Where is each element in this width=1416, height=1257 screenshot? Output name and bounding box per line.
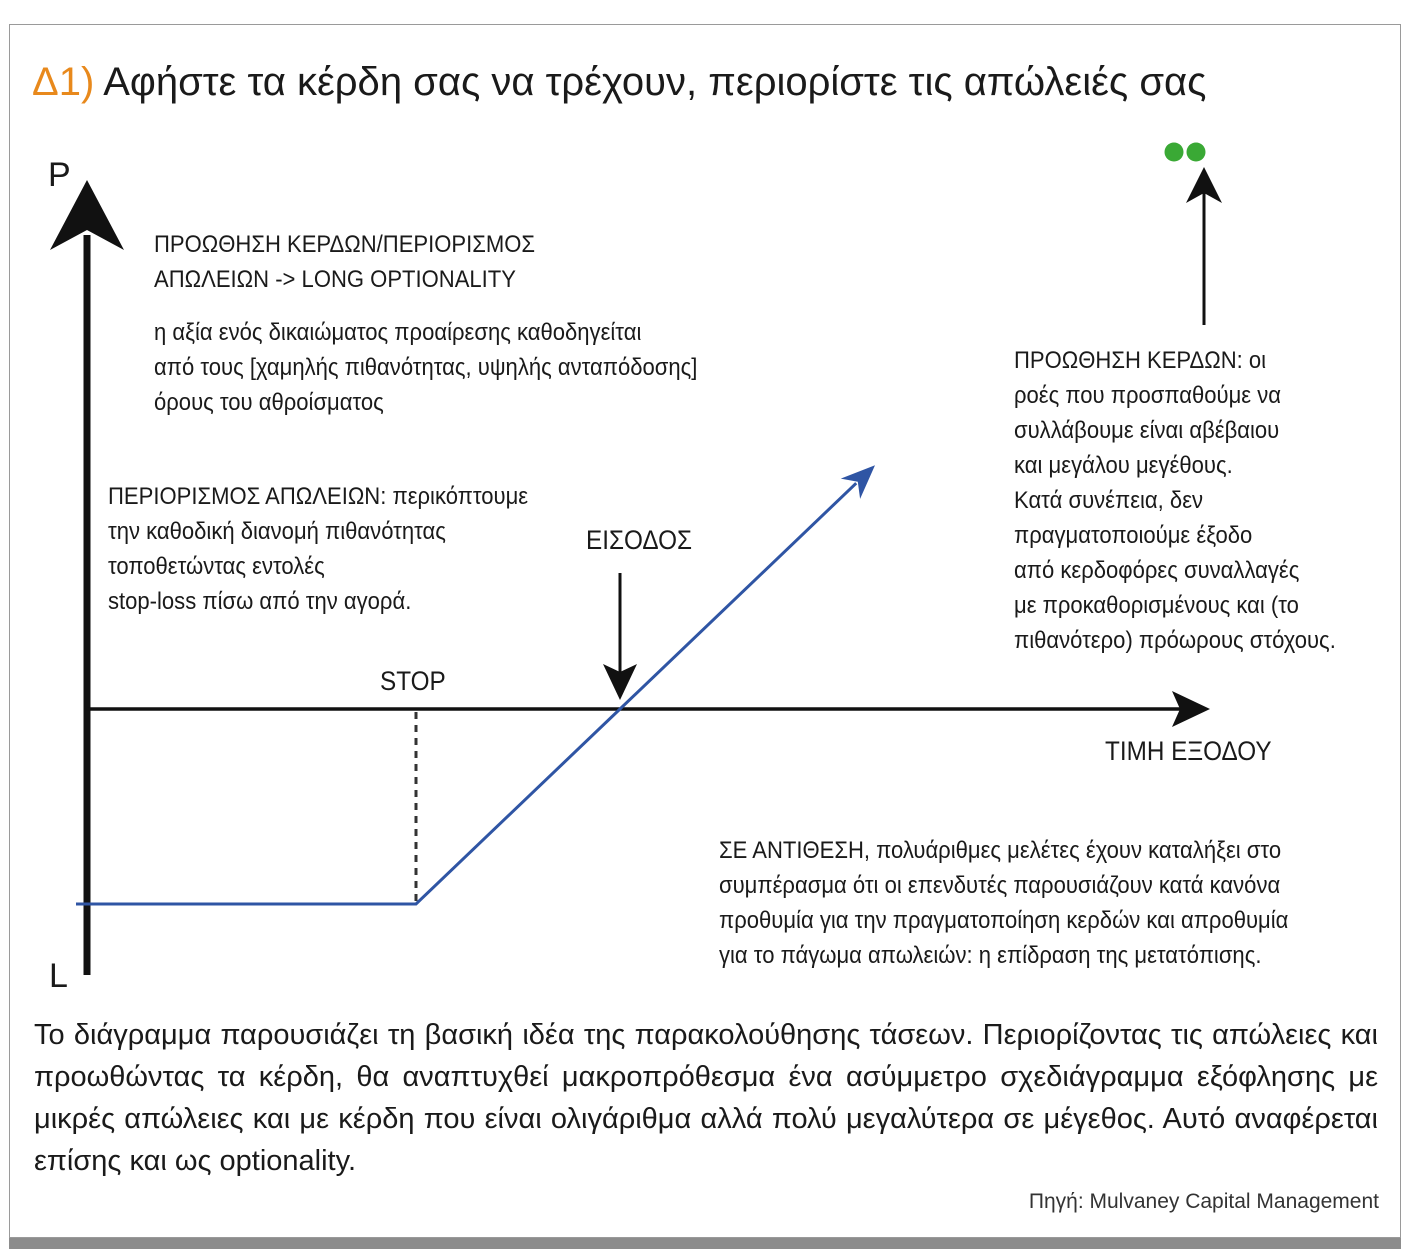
note-line: Κατά συνέπεια, δεν (1014, 487, 1204, 514)
note-line: συλλάβουμε είναι αβέβαιου (1014, 417, 1280, 444)
figure-caption: Το διάγραμμα παρουσιάζει τη βασική ιδέα της παρακολούθησης τάσεων. Περιορίζοντας τις απώλειες και προωθώντας τα κέρδη, θα αναπτυχθεί μακροπρόθεσμα ένα ασύμμετρο σχεδιάγραμμα εξόφλησης με μικρές απώλειες και με κέρδη που είναι ολιγάριθμα αλλά πολύ μεγαλύτερα σε μέγεθος. Αυτό αναφέρεται επίσης και ως optionality. (34, 1019, 1378, 1177)
note-line: πιθανότερο) πρόωρους στόχους. (1014, 627, 1336, 654)
note-line: ροές που προσπαθούμε να (1014, 382, 1282, 409)
note-line: όρους του αθροίσματος (154, 389, 384, 416)
y-axis-top-label: P (48, 156, 71, 194)
note-line: με προκαθορισμένους και (το (1014, 592, 1299, 619)
note-line: ΠΡΟΩΘΗΣΗ ΚΕΡΔΩΝ/ΠΕΡΙΟΡΙΣΜΟΣ (154, 231, 536, 258)
contrast-note (719, 833, 1288, 973)
note-line: πραγματοποιούμε έξοδο (1014, 522, 1253, 549)
note-line: ΠΕΡΙΟΡΙΣΜΟΣ ΑΠΩΛΕΙΩΝ: περικόπτουμε (108, 483, 529, 510)
note-line: για το πάγωμα απωλειών: η επίδραση της μετατόπισης. (719, 942, 1262, 969)
note-line: από τους [χαμηλής πιθανότητας, υψηλής ανταπόδοσης] (154, 354, 698, 381)
profit-note (1014, 343, 1336, 658)
green-dot-1 (1165, 143, 1184, 162)
figure-number: Δ1) (32, 60, 95, 104)
y-axis-bottom-label: L (49, 957, 68, 995)
note-line: ΠΡΟΩΘΗΣΗ ΚΕΡΔΩΝ: οι (1014, 347, 1267, 374)
note-line: η αξία ενός δικαιώματος προαίρεσης καθοδηγείται (154, 319, 642, 346)
note-line: ΑΠΩΛΕΙΩΝ -> LONG OPTIONALITY (154, 266, 516, 293)
note-line: stop-loss πίσω από την αγορά. (108, 588, 412, 615)
entry-label: ΕΙΣΟΔΟΣ (586, 525, 693, 555)
note-line: την καθοδική διανομή πιθανότητας (108, 518, 446, 545)
note-line: ΣΕ ΑΝΤΙΘΕΣΗ, πολυάριθμες μελέτες έχουν καταλήξει στο (719, 837, 1282, 864)
stop-label: STOP (380, 666, 446, 696)
note-line: τοποθετώντας εντολές (108, 553, 325, 580)
loss-limitation-note (108, 479, 528, 619)
optionality-note (154, 227, 697, 420)
green-dot-2 (1187, 143, 1206, 162)
x-axis-label: ΤΙΜΗ ΕΞΟΔΟΥ (1105, 736, 1272, 766)
note-line: συμπέρασμα ότι οι επενδυτές παρουσιάζουν κατά κανόνα (719, 872, 1281, 899)
figure-title-text: Αφήστε τα κέρδη σας να τρέχουν, περιορίστε τις απώλειές σας (103, 60, 1207, 104)
note-line: και μεγάλου μεγέθους. (1014, 452, 1233, 479)
note-line: από κερδοφόρες συναλλαγές (1014, 557, 1300, 584)
source-credit: Πηγή: Mulvaney Capital Management (1028, 1190, 1379, 1213)
note-line: προθυμία για την πραγματοποίηση κερδών και απροθυμία (719, 907, 1289, 934)
